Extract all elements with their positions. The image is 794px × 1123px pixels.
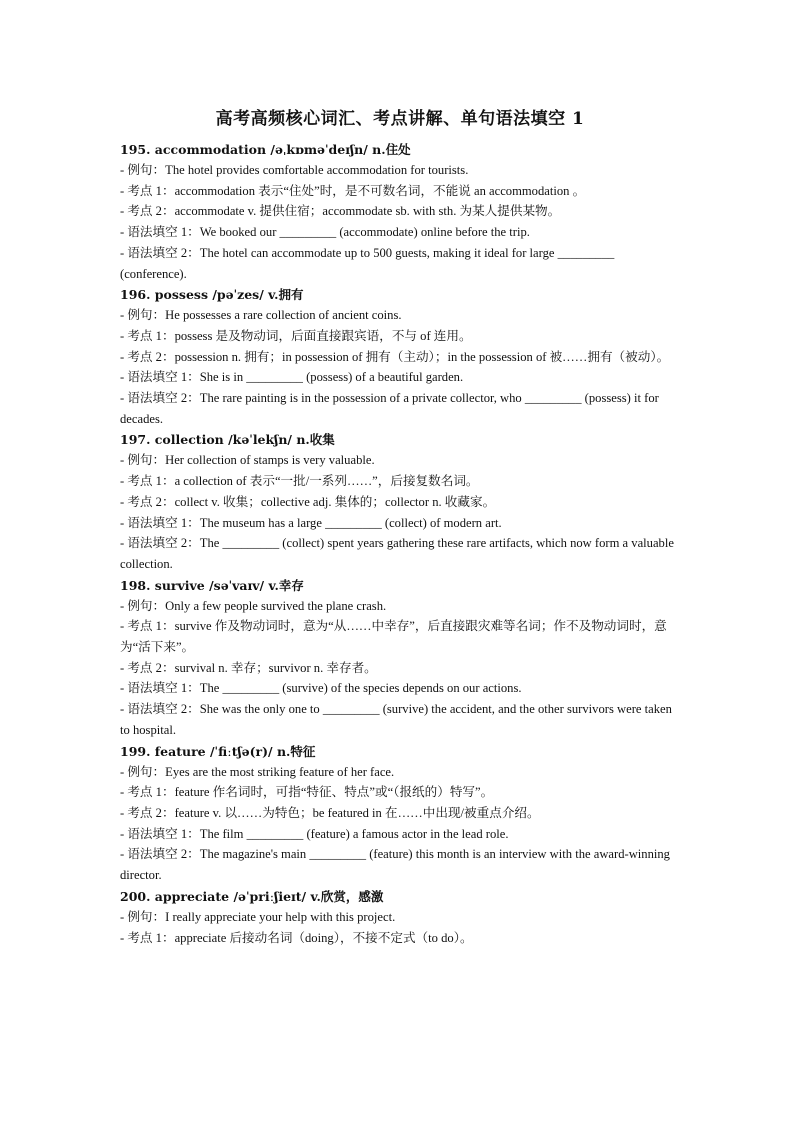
vocab-entry xyxy=(120,429,680,574)
entry-line: - 语法填空 2：The magazine's main _________ (feature) this month is an interview with the award-winning director. xyxy=(120,847,670,883)
entry-line: - 考点 2：possession n. 拥有；in possession of 拥有（主动）；in the possession of 被……拥有（被动）。 xyxy=(120,349,670,364)
vocab-entry xyxy=(120,886,680,948)
entry-line: - 例句：The hotel provides comfortable accommodation for tourists. xyxy=(120,163,469,177)
vocab-entry xyxy=(120,139,680,284)
entry-heading: 197. collection /kəˈlekʃn/ n.收集 xyxy=(120,432,335,448)
entry-line: - 语法填空 2：The hotel can accommodate up to 500 guests, making it ideal for large _________ (conference). xyxy=(120,245,615,281)
entry-line: - 例句：Eyes are the most striking feature of her face. xyxy=(120,764,395,779)
entry-line: - 语法填空 1：She is in _________ (possess) of a beautiful garden. xyxy=(120,370,464,385)
entry-line: - 考点 1：a collection of 表示“一批/一系列……”，后接复数名词。 xyxy=(120,474,479,489)
entry-line: - 考点 1：feature 作名词时，可指“特征、特点”或“（报纸的）特写”。 xyxy=(120,785,494,800)
entry-heading: 199. feature /ˈfiːtʃə(r)/ n.特征 xyxy=(120,743,316,759)
entry-line: - 语法填空 1：The museum has a large _________ (collect) of modern art. xyxy=(120,515,502,530)
entry-line: - 例句：He possesses a rare collection of ancient coins. xyxy=(120,308,402,323)
entry-line: - 语法填空 2：The _________ (collect) spent years gathering these rare artifacts, which now form a valuable collection. xyxy=(120,536,674,571)
entry-line: - 语法填空 1：We booked our _________ (accommodate) online before the trip. xyxy=(120,225,530,240)
entry-line: - 考点 2：survival n. 幸存；survivor n. 幸存者。 xyxy=(120,660,377,675)
entry-heading: 200. appreciate /əˈpriːʃieɪt/ v.欣赏，感激 xyxy=(120,888,384,904)
entry-line: - 语法填空 2：She was the only one to _________ (survive) the accident, and the other survivors were taken to hospital. xyxy=(120,702,672,737)
entry-line: - 考点 1：survive 作及物动词时，意为“从……中幸存”，后直接跟灾难等名词；作不及物动词时，意为“活下来”。 xyxy=(120,619,667,655)
entry-line: - 例句：I really appreciate your help with this project. xyxy=(120,909,396,924)
entry-line: - 语法填空 2：The rare painting is in the possession of a private collector, who _________ (possess) it for decades. xyxy=(120,391,659,426)
entry-line: - 考点 2：feature v. 以……为特色；be featured in 在……中出现/被重点介绍。 xyxy=(120,805,540,820)
entry-line: - 考点 1：appreciate 后接动名词（doing），不接不定式（to do）。 xyxy=(120,930,473,945)
entry-line: - 例句：Only a few people survived the plane crash. xyxy=(120,598,387,613)
vocab-entry xyxy=(120,741,680,886)
entry-line: - 考点 1：accommodation 表示“住处”时，是不可数名词，不能说 an accommodation 。 xyxy=(120,183,586,198)
vocab-entry xyxy=(120,284,680,429)
document-page xyxy=(120,104,680,948)
entry-line: - 语法填空 1：The _________ (survive) of the species depends on our actions. xyxy=(120,681,522,696)
entry-line: - 考点 2：collect v. 收集；collective adj. 集体的；collector n. 收藏家。 xyxy=(120,494,496,509)
vocabulary-entries xyxy=(120,139,680,948)
document-title: 高考高频核心词汇、考点讲解、单句语法填空 1 xyxy=(215,109,585,129)
entry-heading: 198. survive /səˈvaɪv/ v.幸存 xyxy=(120,577,304,593)
vocab-entry xyxy=(120,575,680,741)
entry-heading: 195. accommodation /əˌkɒməˈdeɪʃn/ n.住处 xyxy=(120,142,411,157)
entry-line: - 考点 1：possess 是及物动词，后面直接跟宾语，不与 of 连用。 xyxy=(120,328,472,343)
entry-line: - 例句：Her collection of stamps is very valuable. xyxy=(120,453,375,468)
entry-line: - 考点 2：accommodate v. 提供住宿；accommodate sb. with sth. 为某人提供某物。 xyxy=(120,204,561,219)
entry-heading: 196. possess /pəˈzes/ v.拥有 xyxy=(120,287,304,303)
entry-line: - 语法填空 1：The film _________ (feature) a famous actor in the lead role. xyxy=(120,826,509,841)
